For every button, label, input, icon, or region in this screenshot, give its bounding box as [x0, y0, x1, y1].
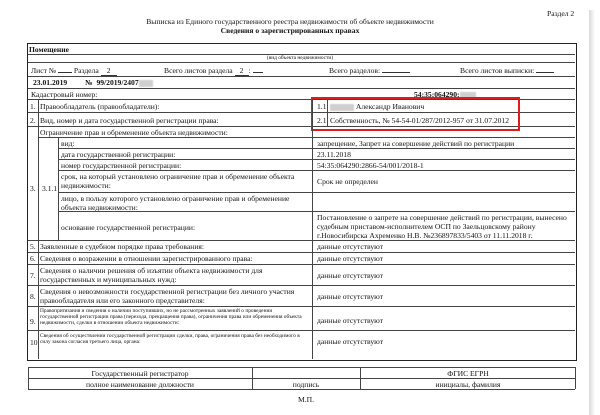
row-8-value: данные отсутствуют [317, 292, 384, 301]
row-7-num: 7. [30, 271, 36, 280]
row-1-label: Правообладатель (правообладатели): [40, 102, 160, 111]
restriction-kind-value: запрещение, Запрет на совершение действий по регистрации [317, 139, 515, 148]
restriction-heading: Ограничение прав и обременение объекта недвижимости: [40, 128, 228, 137]
extract-date: 23.01.2019 [33, 78, 68, 87]
position-caption: полное наименование должности [86, 380, 194, 389]
row-5-label: Заявленные в судебном порядке права требования: [40, 242, 204, 251]
row-2-index: 2.1 [317, 116, 327, 125]
document-title: Выписка из Единого государственного реестра недвижимости об объекте недвижимости [146, 17, 434, 26]
row-9-label: Правопритязания и сведения о наличии поступивших, но не рассмотренных заявлений о проведении государственной регистрации права (перехода, прекращения права), ограничения права или обременения объекта недвижимости, сделки в отношении объекта недвижимости: [40, 308, 302, 326]
document-subtitle: Сведения о зарегистрированных правах [220, 26, 360, 35]
row-7-label: Сведения о наличии решения об изъятии объекта недвижимости для государственных и муниципальных нужд: [40, 266, 263, 284]
row-1-num: 1. [30, 102, 36, 111]
restriction-date-value: 23.11.2018 [317, 150, 351, 159]
restriction-date-label: дата государственной регистрации: [61, 150, 176, 159]
row-6-value: данные отсутствуют [317, 254, 384, 263]
row-7-value: данные отсутствуют [317, 271, 384, 280]
row-10-value: данные отсутствуют [317, 337, 384, 346]
row-6-label: Сведения о возражении в отношении зарегистрированного права: [40, 254, 253, 263]
object-type-note: (вид объекта недвижимости) [266, 55, 334, 61]
row-1-index: 1.1 [317, 102, 327, 111]
row-10-label: Сведения об осуществлении государственной регистрации сделки, права, ограничения права без необходимого в силу закона согласия третьего лица, органа: [40, 333, 300, 345]
total-sections: Всего разделов: [329, 66, 410, 75]
object-type: Помещение [29, 45, 70, 54]
stamp-label: М.П. [297, 395, 315, 404]
restriction-basis-label: основание государственной регистрации: [61, 223, 196, 232]
row-9-value: данные отсутствуют [317, 316, 384, 325]
highlight-box [311, 97, 520, 131]
right-registration: Собственность, № 54-54-01/287/2012-957 от 31.07.2012 [330, 116, 510, 125]
restriction-basis-value: Постановление о запрете на совершение действий по регистрации, вынесено судебным приставом-исполнителем ОСП по Заельцовскому району г.Новосибирска Ахременко Н.В. №236897833/5403 от 11.11.2018 г. [317, 213, 567, 240]
extract-number: № 99/2019/2407 [85, 78, 153, 87]
row-9-num: 9. [30, 317, 36, 326]
signature-caption: подпись [292, 380, 320, 389]
restriction-kind-label: вид: [61, 139, 75, 148]
cadastral-number: 54:35:064290: [414, 90, 476, 99]
restriction-regnum-label: номер государственной регистрации: [61, 161, 182, 170]
row-5-value: данные отсутствуют [317, 242, 384, 251]
row-2-num: 2. [30, 116, 36, 125]
row-3-num: 3. [30, 184, 36, 193]
row-6-num: 6. [30, 254, 36, 263]
restriction-term-value: Срок не определен [317, 177, 378, 186]
row-8-label: Сведения о невозможности государственной регистрации без личного участия правообладателя или его законного представителя: [40, 287, 295, 305]
restriction-subnum: 3.1.1 [42, 184, 58, 193]
registrar-org: ФГИС ЕГРН [447, 369, 489, 378]
row-10-num: 10. [30, 338, 40, 347]
row-5-num: 5. [30, 242, 36, 251]
cadastral-label: Кадастровый номер: [31, 90, 98, 99]
sheet-info: Лист № Раздела 2 [31, 66, 117, 76]
restriction-term-label: срок, на который установлено ограничение прав и обременение объекта недвижимости: [61, 172, 295, 190]
sheets-in-section: Всего листов раздела 2 : [164, 66, 263, 76]
owner-name: Александр Иванович [330, 102, 424, 111]
row-8-num: 8. [30, 292, 36, 301]
section-label: Раздел 2 [547, 9, 575, 18]
registrar-position: Государственный регистратор [91, 369, 189, 378]
name-caption: инициалы, фамилия [435, 380, 501, 389]
restriction-beneficiary-label: лицо, в пользу которого установлено ограничение прав и обременение объекта недвижимости: [61, 194, 290, 212]
page-edge-shadow [589, 10, 595, 415]
restriction-regnum-value: 54:35:064290:2866-54/001/2018-1 [317, 161, 424, 170]
total-sheets: Всего листов выписки: [460, 66, 554, 75]
row-2-label: Вид, номер и дата государственной регистрации права: [40, 116, 219, 125]
